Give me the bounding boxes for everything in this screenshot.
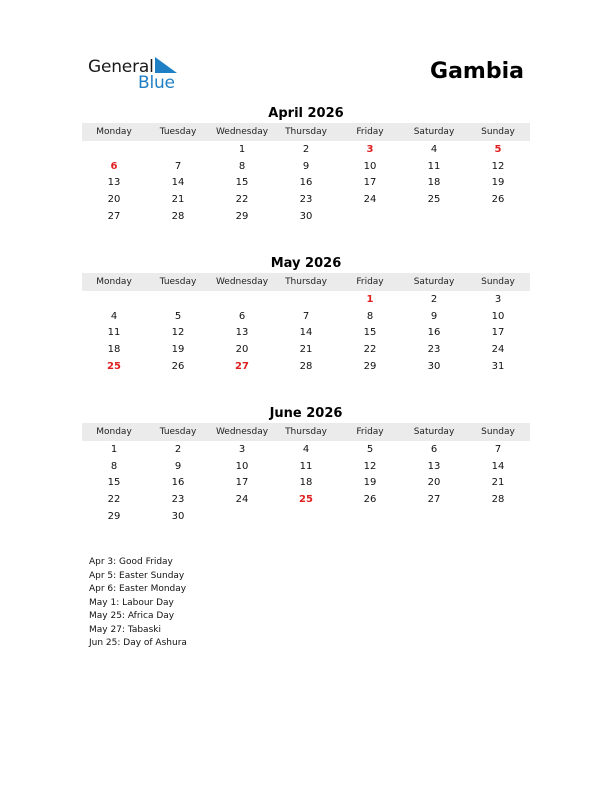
week-row (82, 208, 530, 225)
day-cell: 12 (171, 327, 185, 339)
day-cell: 14 (171, 177, 185, 189)
day-cell: 1 (110, 443, 118, 455)
day-cell: 24 (363, 194, 377, 206)
day-cell: 18 (427, 177, 441, 189)
day-cell: 29 (107, 511, 121, 523)
day-cell: 18 (299, 477, 313, 489)
month-title: June 2026 (269, 406, 343, 421)
day-cell: 4 (430, 143, 438, 155)
week-row (82, 475, 530, 492)
day-cell: 28 (299, 361, 313, 373)
day-cell: 10 (363, 160, 377, 172)
holiday-list (89, 556, 187, 651)
month-grid (82, 441, 530, 525)
logo-blue-text: Blue (138, 73, 175, 93)
weekday-label: Sunday (481, 277, 515, 287)
day-cell: 16 (171, 477, 185, 489)
day-cell: 15 (235, 177, 249, 189)
weekday-label: Wednesday (215, 427, 269, 437)
day-cell: 6 (430, 443, 438, 455)
day-cell: 15 (363, 327, 377, 339)
holiday-day-cell: 25 (107, 361, 121, 373)
weekday-header (82, 123, 530, 141)
month-may (82, 255, 530, 375)
day-cell: 2 (302, 143, 310, 155)
weekday-label: Sunday (481, 427, 515, 437)
day-cell: 31 (491, 361, 505, 373)
day-cell: 14 (491, 460, 505, 472)
weekday-label: Tuesday (159, 127, 197, 137)
holiday-item: Apr 5: Easter Sunday (89, 570, 185, 581)
day-cell: 3 (494, 293, 502, 305)
day-cell: 22 (107, 494, 121, 506)
month-title: April 2026 (268, 106, 344, 121)
holiday-day-cell: 6 (110, 160, 118, 172)
day-cell: 14 (299, 327, 313, 339)
day-cell: 25 (427, 194, 441, 206)
day-cell: 21 (299, 344, 313, 356)
day-cell: 8 (366, 310, 374, 322)
day-cell: 23 (299, 194, 313, 206)
day-cell: 9 (174, 460, 182, 472)
weekday-label: Thursday (285, 427, 327, 437)
weekday-label: Monday (96, 277, 132, 287)
day-cell: 4 (110, 310, 118, 322)
day-cell: 8 (110, 460, 118, 472)
day-cell: 2 (430, 293, 438, 305)
week-row (82, 491, 530, 508)
day-cell: 30 (171, 511, 185, 523)
day-cell: 5 (174, 310, 182, 322)
day-cell: 20 (107, 194, 121, 206)
day-cell: 17 (491, 327, 505, 339)
day-cell: 9 (430, 310, 438, 322)
day-cell: 2 (174, 443, 182, 455)
day-cell: 29 (363, 361, 377, 373)
holiday-day-cell: 27 (235, 361, 249, 373)
holiday-item: May 27: Tabaski (89, 624, 161, 635)
day-cell: 13 (427, 460, 441, 472)
weekday-label: Wednesday (215, 127, 269, 137)
weekday-header (82, 423, 530, 441)
holiday-day-cell: 25 (299, 494, 313, 506)
weekday-label: Sunday (481, 127, 515, 137)
day-cell: 4 (302, 443, 310, 455)
day-cell: 7 (174, 160, 182, 172)
day-cell: 22 (363, 344, 377, 356)
weekday-label: Monday (96, 427, 132, 437)
day-cell: 28 (491, 494, 505, 506)
day-cell: 19 (363, 477, 377, 489)
day-cell: 5 (366, 443, 374, 455)
day-cell: 26 (363, 494, 377, 506)
day-cell: 16 (427, 327, 441, 339)
week-row (82, 308, 530, 325)
week-row (82, 291, 530, 308)
day-cell: 18 (107, 344, 121, 356)
day-cell: 27 (427, 494, 441, 506)
weekday-label: Tuesday (159, 277, 197, 287)
logo-triangle-icon (155, 57, 177, 73)
day-cell: 7 (302, 310, 310, 322)
day-cell: 22 (235, 194, 249, 206)
weekday-label: Saturday (413, 427, 455, 437)
day-cell: 26 (171, 361, 185, 373)
day-cell: 30 (427, 361, 441, 373)
day-cell: 10 (235, 460, 249, 472)
day-cell: 23 (427, 344, 441, 356)
weekday-label: Saturday (413, 277, 455, 287)
day-cell: 27 (107, 211, 121, 223)
day-cell: 12 (491, 160, 505, 172)
logo (88, 57, 188, 93)
day-cell: 30 (299, 211, 313, 223)
week-row (82, 508, 530, 525)
weekday-label: Saturday (413, 127, 455, 137)
day-cell: 23 (171, 494, 185, 506)
day-cell: 11 (299, 460, 313, 472)
week-row (82, 325, 530, 342)
holiday-day-cell: 3 (366, 143, 374, 155)
month-april (82, 105, 530, 225)
day-cell: 7 (494, 443, 502, 455)
day-cell: 17 (235, 477, 249, 489)
weekday-label: Thursday (285, 127, 327, 137)
weekday-label: Tuesday (159, 427, 197, 437)
weekday-label: Friday (356, 427, 384, 437)
month-grid (82, 291, 530, 375)
day-cell: 17 (363, 177, 377, 189)
week-row (82, 441, 530, 458)
day-cell: 24 (235, 494, 249, 506)
day-cell: 26 (491, 194, 505, 206)
weekday-label: Friday (356, 127, 384, 137)
logo-general-text: General (88, 57, 154, 77)
day-cell: 12 (363, 460, 377, 472)
week-row (82, 458, 530, 475)
holiday-item: Apr 6: Easter Monday (89, 584, 187, 594)
month-grid (82, 141, 530, 225)
holiday-item: Jun 25: Day of Ashura (89, 638, 187, 648)
day-cell: 3 (238, 443, 246, 455)
day-cell: 9 (302, 160, 310, 172)
weekday-label: Thursday (285, 277, 327, 287)
week-row (82, 358, 530, 375)
day-cell: 29 (235, 211, 249, 223)
weekday-label: Wednesday (215, 277, 269, 287)
week-row (82, 141, 530, 158)
day-cell: 21 (171, 194, 185, 206)
day-cell: 8 (238, 160, 246, 172)
week-row (82, 341, 530, 358)
day-cell: 24 (491, 344, 505, 356)
holiday-item: Apr 3: Good Friday (89, 557, 173, 567)
day-cell: 15 (107, 477, 121, 489)
day-cell: 1 (238, 143, 246, 155)
weekday-header (82, 273, 530, 291)
day-cell: 20 (235, 344, 249, 356)
week-row (82, 191, 530, 208)
day-cell: 10 (491, 310, 505, 322)
week-row (82, 158, 530, 175)
holiday-item: May 25: Africa Day (89, 611, 175, 621)
day-cell: 13 (235, 327, 249, 339)
day-cell: 6 (238, 310, 246, 322)
day-cell: 20 (427, 477, 441, 489)
day-cell: 11 (107, 327, 121, 339)
day-cell: 19 (171, 344, 185, 356)
week-row (82, 175, 530, 192)
day-cell: 21 (491, 477, 505, 489)
day-cell: 19 (491, 177, 505, 189)
country-title: Gambia (430, 59, 524, 84)
holiday-item: May 1: Labour Day (89, 597, 174, 608)
day-cell: 28 (171, 211, 185, 223)
weekday-label: Monday (96, 127, 132, 137)
weekday-label: Friday (356, 277, 384, 287)
holiday-day-cell: 5 (494, 143, 502, 155)
day-cell: 16 (299, 177, 313, 189)
month-june (82, 405, 530, 525)
holiday-day-cell: 1 (366, 293, 374, 305)
day-cell: 13 (107, 177, 121, 189)
month-title: May 2026 (270, 256, 342, 271)
day-cell: 11 (427, 160, 441, 172)
